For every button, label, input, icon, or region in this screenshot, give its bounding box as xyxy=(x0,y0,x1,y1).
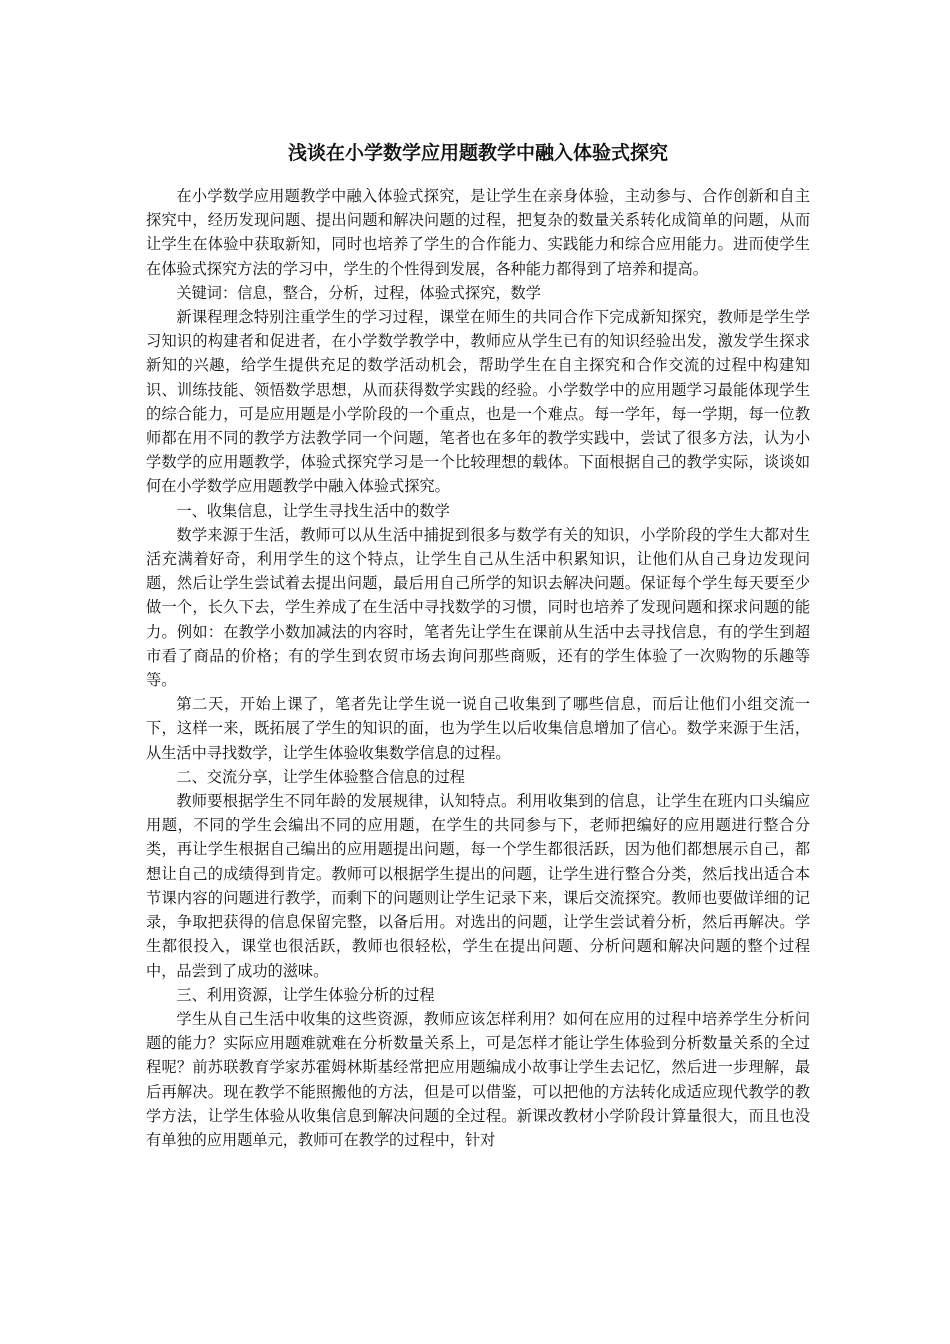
body-paragraph: 教师要根据学生不同年龄的发展规律，认知特点。利用收集到的信息，让学生在班内口头编应用题，不同的学生会编出不同的应用题，在学生的共同参与下，老师把编好的应用题进行整合分类，再让学生根据自己编出的应用题提出问题，每一个学生都很活跃，因为他们都想展示自己，都想让自己的成绩得到肯定。教师可以根据学生提出的问题，让学生进行整合分类，然后找出适合本节课内容的问题进行教学，而剩下的问题则让学生记录下来，课后交流探究。教师也要做详细的记录，争取把获得的信息保留完整，以备后用。对选出的问题，让学生尝试着分析，然后再解决。学生都很投入，课堂也很活跃，教师也很轻松，学生在提出问题、分析问题和解决问题的整个过程中，品尝到了成功的滋味。 xyxy=(146,792,810,980)
section-heading-3: 三、利用资源，让学生体验分析的过程 xyxy=(176,985,435,1004)
abstract-paragraph: 在小学数学应用题教学中融入体验式探究，是让学生在亲身体验，主动参与、合作创新和自主探究中，经历发现问题、提出问题和解决问题的过程，把复杂的数量关系转化成简单的问题，从而让学生在体验中获取新知，同时也培养了学生的合作能力、实践能力和综合应用能力。进而使学生在体验式探究方法的学习中，学生的个性得到发展，各种能力都得到了培养和提高。 xyxy=(146,187,810,278)
section-heading-1: 一、收集信息，让学生寻找生活中的数学 xyxy=(176,501,450,520)
section-heading-2: 二、交流分享，让学生体验整合信息的过程 xyxy=(176,767,465,786)
keywords-line: 关键词：信息，整合，分析，过程，体验式探究，数学 xyxy=(176,283,541,302)
document-title: 浅谈在小学数学应用题教学中融入体验式探究 xyxy=(287,142,668,164)
body-paragraph: 学生从自己生活中收集的这些资源，教师应该怎样利用？如何在应用的过程中培养学生分析问题的能力？实际应用题难就难在分析数量关系上，可是怎样才能让学生体验到分析数量关系的全过程呢？前苏联教育学家苏霍姆林斯基经常把应用题编成小故事让学生去记忆，然后进一步理解，最后再解决。现在教学不能照搬他的方法，但是可以借鉴，可以把他的方法转化成适应现代教学的教学方法，让学生体验从收集信息到解决问题的全过程。新课改教材小学阶段计算量很大，而且也没有单独的应用题单元，教师可在教学的过程中，针对 xyxy=(146,1009,810,1149)
document-page xyxy=(146,140,810,1152)
body-paragraph: 第二天，开始上课了，笔者先让学生说一说自己收集到了哪些信息，而后让他们小组交流一下，这样一来，既拓展了学生的知识的面，也为学生以后收集信息增加了信心。数学来源于生活，从生活中寻找数学，让学生体验收集数学信息的过程。 xyxy=(146,695,810,762)
body-paragraph: 数学来源于生活，教师可以从生活中捕捉到很多与数学有关的知识，小学阶段的学生大都对生活充满着好奇，利用学生的这个特点，让学生自己从生活中积累知识，让他们从自己身边发现问题，然后让学生尝试着去提出问题，最后用自己所学的知识去解决问题。保证每个学生每天要至少做一个，长久下去，学生养成了在生活中寻找数学的习惯，同时也培养了发现问题和探求问题的能力。例如：在教学小数加减法的内容时，笔者先让学生在课前从生活中去寻找信息，有的学生到超市看了商品的价格；有的学生到农贸市场去询问那些商贩，还有的学生体验了一次购物的乐趣等等。 xyxy=(146,525,810,690)
body-paragraph: 新课程理念特别注重学生的学习过程，课堂在师生的共同合作下完成新知探究，教师是学生学习知识的构建者和促进者，在小学数学教学中，教师应从学生已有的知识经验出发，激发学生探求新知的兴趣，给学生提供充足的数学活动机会，帮助学生在自主探究和合作交流的过程中构建知识、训练技能、领悟数学思想，从而获得数学实践的经验。小学数学中的应用题学习最能体现学生的综合能力，可是应用题是小学阶段的一个重点，也是一个难点。每一学年，每一学期，每一位教师都在用不同的教学方法教学同一个问题，笔者也在多年的教学实践中，尝试了很多方法，认为小学数学的应用题教学，体验式探究学习是一个比较理想的载体。下面根据自己的教学实际，谈谈如何在小学数学应用题教学中融入体验式探究。 xyxy=(146,308,810,496)
